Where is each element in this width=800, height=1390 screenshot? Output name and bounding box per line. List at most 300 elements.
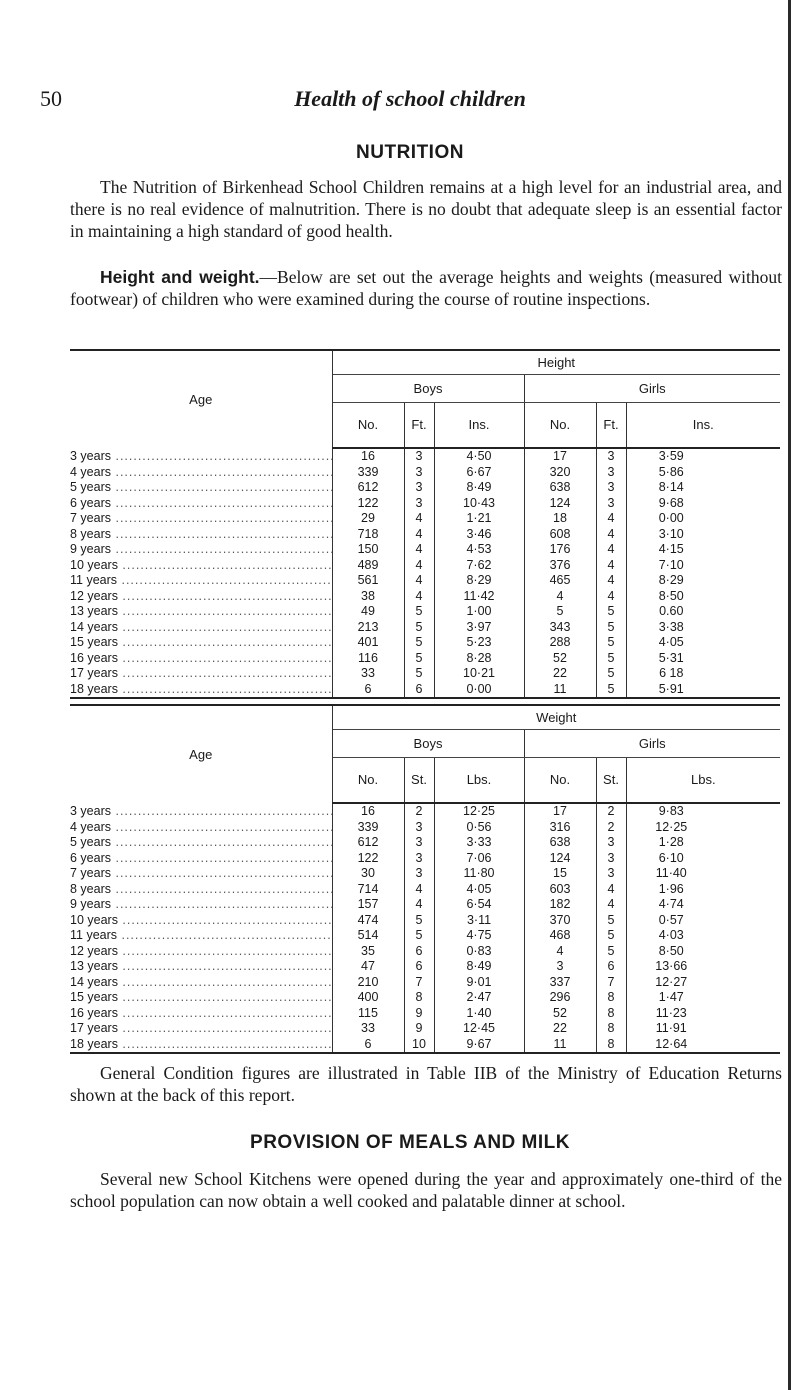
girls-count: 5 [524, 604, 596, 620]
girls-count: 638 [524, 835, 596, 851]
table-row [70, 835, 780, 851]
boys-unit2: 1·40 [434, 1006, 524, 1022]
row-age: 8 years ..... [70, 527, 332, 543]
boys-unit1: 4 [404, 897, 434, 913]
weight-girls-no-header: No. [524, 757, 596, 803]
row-spacer [716, 959, 780, 975]
weight-girls-st-header: St. [596, 757, 626, 803]
girls-unit2: 4·03 [658, 928, 684, 942]
row-age: 5 years ..... [70, 835, 332, 851]
girls-unit1: 5 [596, 620, 626, 636]
boys-count: 213 [332, 620, 404, 636]
page-edge-line [788, 0, 791, 1390]
boys-unit2: 8·29 [434, 573, 524, 589]
girls-unit1: 5 [596, 666, 626, 682]
boys-count: 30 [332, 866, 404, 882]
boys-count: 210 [332, 975, 404, 991]
weight-boys-header: Boys [332, 729, 524, 757]
height-table [70, 349, 780, 699]
weight-girls-lbs-header: Lbs. [626, 757, 780, 803]
row-spacer [716, 928, 780, 944]
table-row [70, 635, 780, 651]
row-age: 18 years ..... [70, 682, 332, 699]
boys-unit2: 4·50 [434, 448, 524, 465]
boys-unit2: 12·25 [434, 803, 524, 820]
boys-unit2: 0·00 [434, 682, 524, 699]
girls-unit2: 0·00 [658, 511, 684, 525]
running-title: Health of school children [294, 86, 526, 111]
row-age: 14 years ..... [70, 975, 332, 991]
girls-unit1: 8 [596, 990, 626, 1006]
girls-count: 296 [524, 990, 596, 1006]
row-spacer [716, 448, 780, 465]
girls-count: 337 [524, 975, 596, 991]
girls-unit2: 1·47 [658, 990, 684, 1004]
boys-unit2: 0·56 [434, 820, 524, 836]
boys-unit1: 5 [404, 620, 434, 636]
girls-unit1: 8 [596, 1021, 626, 1037]
row-spacer [716, 835, 780, 851]
girls-unit2: 6·10 [658, 850, 684, 865]
row-age: 3 years ..... [70, 803, 332, 820]
girls-unit1: 5 [596, 913, 626, 929]
row-age: 3 years ..... [70, 448, 332, 465]
boys-count: 339 [332, 465, 404, 481]
table-row [70, 496, 780, 512]
boys-unit1: 4 [404, 882, 434, 898]
girls-unit1: 3 [596, 496, 626, 512]
table-row [70, 882, 780, 898]
page-number: 50 [40, 86, 62, 111]
row-spacer [716, 913, 780, 929]
girls-count: 15 [524, 866, 596, 882]
table-row [70, 1006, 780, 1022]
boys-count: 115 [332, 1006, 404, 1022]
row-age: 6 years ..... [70, 851, 332, 867]
height-boys-no-header: No. [332, 402, 404, 448]
boys-unit1: 4 [404, 558, 434, 574]
table-row [70, 651, 780, 667]
boys-unit2: 3·97 [434, 620, 524, 636]
weight-boys-no-header: No. [332, 757, 404, 803]
girls-unit2: 4·15 [658, 542, 684, 556]
height-table-body [70, 448, 780, 698]
row-age: 13 years ..... [70, 604, 332, 620]
boys-unit2: 5·23 [434, 635, 524, 651]
row-age: 16 years ..... [70, 1006, 332, 1022]
row-spacer [716, 558, 780, 574]
row-spacer [716, 944, 780, 960]
girls-unit2: 3·38 [658, 619, 684, 634]
row-age: 7 years ..... [70, 866, 332, 882]
girls-unit1: 5 [596, 635, 626, 651]
height-age-header: Age [70, 350, 332, 448]
row-age: 17 years ..... [70, 1021, 332, 1037]
boys-unit1: 6 [404, 944, 434, 960]
row-spacer [716, 803, 780, 820]
boys-unit2: 9·67 [434, 1037, 524, 1054]
boys-unit2: 1·00 [434, 604, 524, 620]
girls-count: 22 [524, 666, 596, 682]
girls-unit1: 4 [596, 573, 626, 589]
boys-unit2: 3·46 [434, 527, 524, 543]
girls-unit2: 9·83 [658, 804, 684, 818]
table-row [70, 448, 780, 465]
boys-unit2: 1·21 [434, 511, 524, 527]
boys-unit2: 4·05 [434, 882, 524, 898]
girls-unit1: 5 [596, 928, 626, 944]
table-row [70, 990, 780, 1006]
row-spacer [716, 882, 780, 898]
girls-unit2: 7·10 [658, 557, 684, 572]
boys-unit2: 3·11 [434, 913, 524, 929]
girls-unit2: 1·96 [658, 881, 684, 896]
girls-unit2: 0.60 [659, 604, 684, 618]
girls-count: 52 [524, 1006, 596, 1022]
boys-count: 16 [332, 448, 404, 465]
weight-table [70, 704, 780, 1054]
boys-unit1: 9 [404, 1006, 434, 1022]
provision-paragraph: Several new School Kitchens were opened during the year and approximately one-third of the school population can now obtain a well cooked and palatable dinner at school. [70, 1169, 782, 1211]
boys-unit2: 12·45 [434, 1021, 524, 1037]
table-row [70, 682, 780, 699]
girls-count: 4 [524, 944, 596, 960]
girls-unit1: 5 [596, 944, 626, 960]
boys-count: 49 [332, 604, 404, 620]
boys-count: 6 [332, 1037, 404, 1054]
boys-unit2: 4·75 [434, 928, 524, 944]
weight-table-body [70, 803, 780, 1053]
row-age: 7 years ..... [70, 511, 332, 527]
row-spacer [716, 620, 780, 636]
boys-unit1: 5 [404, 604, 434, 620]
row-age: 4 years ..... [70, 820, 332, 836]
general-condition-paragraph: General Condition figures are illustrated in Table IIB of the Ministry of Education Returns shown at the back of this report. [70, 1063, 782, 1105]
row-spacer [716, 480, 780, 496]
boys-unit1: 5 [404, 913, 434, 929]
girls-unit2: 5·31 [658, 650, 684, 665]
row-age: 4 years ..... [70, 465, 332, 481]
girls-count: 376 [524, 558, 596, 574]
table-row [70, 959, 780, 975]
girls-count: 17 [524, 803, 596, 820]
boys-unit2: 8·49 [434, 959, 524, 975]
row-spacer [716, 1037, 780, 1054]
row-age: 14 years ..... [70, 620, 332, 636]
row-spacer [716, 651, 780, 667]
boys-count: 612 [332, 835, 404, 851]
row-spacer [716, 542, 780, 558]
table-row [70, 944, 780, 960]
boys-unit1: 3 [404, 851, 434, 867]
boys-count: 714 [332, 882, 404, 898]
boys-unit1: 5 [404, 666, 434, 682]
girls-unit2: 11·23 [655, 1005, 687, 1020]
boys-unit1: 3 [404, 448, 434, 465]
girls-count: 52 [524, 651, 596, 667]
table-row [70, 511, 780, 527]
girls-count: 17 [524, 448, 596, 465]
girls-unit1: 6 [596, 959, 626, 975]
boys-unit1: 4 [404, 527, 434, 543]
row-spacer [716, 511, 780, 527]
boys-unit2: 2·47 [434, 990, 524, 1006]
height-boys-ft-header: Ft. [404, 402, 434, 448]
girls-unit2: 12·27 [655, 974, 688, 989]
boys-unit2: 8·28 [434, 651, 524, 667]
row-age: 17 years ..... [70, 666, 332, 682]
row-spacer [716, 604, 780, 620]
girls-unit2: 5·91 [626, 682, 716, 699]
girls-unit1: 3 [596, 866, 626, 882]
row-age: 11 years ..... [70, 928, 332, 944]
table-row [70, 820, 780, 836]
girls-unit2: 13·66 [655, 959, 688, 973]
table-row [70, 666, 780, 682]
boys-count: 38 [332, 589, 404, 605]
girls-count: 608 [524, 527, 596, 543]
girls-unit2: 8·14 [658, 480, 684, 494]
girls-unit2: 1·28 [658, 835, 684, 849]
girls-unit2: 3·59 [658, 449, 684, 463]
girls-count: 288 [524, 635, 596, 651]
table-row [70, 803, 780, 820]
girls-unit1: 3 [596, 465, 626, 481]
height-group-header: Height [332, 350, 780, 374]
table-row [70, 928, 780, 944]
row-spacer [716, 635, 780, 651]
boys-unit1: 3 [404, 465, 434, 481]
girls-unit2: 9·68 [658, 495, 684, 510]
row-spacer [716, 990, 780, 1006]
row-age: 10 years ..... [70, 558, 332, 574]
row-age: 15 years ..... [70, 635, 332, 651]
height-girls-ft-header: Ft. [596, 402, 626, 448]
boys-count: 47 [332, 959, 404, 975]
row-spacer [716, 897, 780, 913]
boys-unit1: 4 [404, 589, 434, 605]
row-spacer [716, 527, 780, 543]
row-spacer [716, 975, 780, 991]
height-girls-header: Girls [524, 374, 780, 402]
girls-unit1: 3 [596, 835, 626, 851]
boys-count: 33 [332, 1021, 404, 1037]
girls-unit2: 12·64 [626, 1037, 716, 1054]
boys-unit2: 4·53 [434, 542, 524, 558]
boys-count: 116 [332, 651, 404, 667]
boys-unit1: 8 [404, 990, 434, 1006]
row-age: 8 years ..... [70, 882, 332, 898]
boys-unit1: 4 [404, 542, 434, 558]
boys-unit2: 7·06 [434, 851, 524, 867]
boys-count: 29 [332, 511, 404, 527]
table-row [70, 851, 780, 867]
girls-unit2: 4·05 [658, 635, 684, 649]
weight-boys-lbs-header: Lbs. [434, 757, 524, 803]
height-boys-header: Boys [332, 374, 524, 402]
boys-count: 718 [332, 527, 404, 543]
table-row [70, 542, 780, 558]
boys-count: 400 [332, 990, 404, 1006]
boys-unit1: 6 [404, 959, 434, 975]
row-age: 15 years ..... [70, 990, 332, 1006]
row-age: 12 years ..... [70, 589, 332, 605]
boys-unit1: 3 [404, 835, 434, 851]
height-weight-heading: Height and weight. [100, 267, 260, 287]
boys-count: 612 [332, 480, 404, 496]
table-row [70, 913, 780, 929]
table-row [70, 604, 780, 620]
boys-unit1: 5 [404, 651, 434, 667]
boys-unit1: 3 [404, 866, 434, 882]
girls-unit2: 11·91 [655, 1021, 687, 1035]
girls-count: 638 [524, 480, 596, 496]
girls-count: 124 [524, 851, 596, 867]
girls-count: 465 [524, 573, 596, 589]
girls-unit1: 8 [596, 1037, 626, 1054]
girls-unit2: 4·74 [658, 897, 684, 911]
boys-count: 561 [332, 573, 404, 589]
girls-unit1: 3 [596, 480, 626, 496]
weight-age-header: Age [70, 705, 332, 803]
girls-unit1: 5 [596, 604, 626, 620]
boys-unit1: 6 [404, 682, 434, 699]
boys-unit1: 10 [404, 1037, 434, 1054]
girls-unit2: 12·25 [655, 819, 688, 834]
table-row [70, 558, 780, 574]
boys-unit1: 4 [404, 573, 434, 589]
boys-count: 16 [332, 803, 404, 820]
boys-unit2: 11·80 [434, 866, 524, 882]
girls-unit1: 2 [596, 803, 626, 820]
row-age: 12 years ..... [70, 944, 332, 960]
boys-unit2: 11·42 [434, 589, 524, 605]
girls-count: 182 [524, 897, 596, 913]
boys-count: 150 [332, 542, 404, 558]
row-spacer [716, 866, 780, 882]
girls-unit1: 4 [596, 882, 626, 898]
boys-count: 35 [332, 944, 404, 960]
row-age: 6 years ..... [70, 496, 332, 512]
running-header [40, 86, 780, 116]
boys-unit1: 7 [404, 975, 434, 991]
row-age: 11 years ..... [70, 573, 332, 589]
girls-unit2: 8·50 [658, 588, 684, 603]
boys-count: 157 [332, 897, 404, 913]
girls-unit2: 6 18 [659, 666, 684, 680]
girls-count: 11 [524, 1037, 596, 1054]
girls-count: 18 [524, 511, 596, 527]
girls-unit2: 8·29 [658, 573, 684, 587]
girls-count: 316 [524, 820, 596, 836]
girls-unit2: 3·10 [658, 526, 684, 541]
boys-unit1: 2 [404, 803, 434, 820]
girls-count: 343 [524, 620, 596, 636]
table-row [70, 620, 780, 636]
girls-count: 603 [524, 882, 596, 898]
boys-count: 514 [332, 928, 404, 944]
table-row [70, 589, 780, 605]
boys-count: 474 [332, 913, 404, 929]
row-spacer [716, 496, 780, 512]
row-spacer [716, 851, 780, 867]
row-spacer [716, 465, 780, 481]
girls-unit1: 2 [596, 820, 626, 836]
boys-unit1: 3 [404, 480, 434, 496]
boys-count: 339 [332, 820, 404, 836]
boys-unit2: 10·21 [434, 666, 524, 682]
table-row [70, 975, 780, 991]
girls-count: 124 [524, 496, 596, 512]
row-age: 18 years ..... [70, 1037, 332, 1054]
height-girls-ins-header: Ins. [626, 402, 780, 448]
row-spacer [716, 589, 780, 605]
girls-count: 3 [524, 959, 596, 975]
girls-count: 22 [524, 1021, 596, 1037]
row-age: 10 years ..... [70, 913, 332, 929]
nutrition-title: NUTRITION [356, 142, 464, 163]
girls-unit1: 7 [596, 975, 626, 991]
girls-count: 468 [524, 928, 596, 944]
boys-unit2: 7·62 [434, 558, 524, 574]
girls-unit2: 11·40 [655, 866, 687, 880]
boys-count: 489 [332, 558, 404, 574]
boys-unit2: 8·49 [434, 480, 524, 496]
girls-unit1: 4 [596, 558, 626, 574]
boys-count: 6 [332, 682, 404, 699]
boys-count: 122 [332, 496, 404, 512]
boys-count: 401 [332, 635, 404, 651]
girls-count: 320 [524, 465, 596, 481]
girls-unit2: 0·57 [658, 912, 684, 927]
girls-count: 4 [524, 589, 596, 605]
row-spacer [716, 666, 780, 682]
row-age: 9 years ..... [70, 897, 332, 913]
girls-unit2: 5·86 [658, 464, 684, 479]
girls-unit1: 4 [596, 527, 626, 543]
row-age: 13 years ..... [70, 959, 332, 975]
table-row [70, 1037, 780, 1054]
boys-unit1: 4 [404, 511, 434, 527]
row-spacer [716, 1021, 780, 1037]
boys-unit2: 9·01 [434, 975, 524, 991]
table-row [70, 866, 780, 882]
weight-boys-st-header: St. [404, 757, 434, 803]
girls-unit1: 4 [596, 511, 626, 527]
weight-girls-header: Girls [524, 729, 780, 757]
boys-unit2: 0·83 [434, 944, 524, 960]
table-row [70, 480, 780, 496]
girls-unit1: 3 [596, 851, 626, 867]
row-spacer [716, 573, 780, 589]
table-row [70, 897, 780, 913]
girls-count: 176 [524, 542, 596, 558]
row-spacer [716, 682, 780, 699]
girls-unit2: 8·50 [658, 943, 684, 958]
boys-unit1: 3 [404, 496, 434, 512]
table-row [70, 573, 780, 589]
boys-unit1: 9 [404, 1021, 434, 1037]
boys-unit1: 5 [404, 928, 434, 944]
weight-group-header: Weight [332, 705, 780, 729]
boys-unit1: 3 [404, 820, 434, 836]
boys-unit2: 10·43 [434, 496, 524, 512]
boys-unit1: 5 [404, 635, 434, 651]
row-age: 5 years ..... [70, 480, 332, 496]
row-age: 16 years ..... [70, 651, 332, 667]
height-weight-paragraph [70, 266, 782, 310]
girls-unit1: 4 [596, 542, 626, 558]
